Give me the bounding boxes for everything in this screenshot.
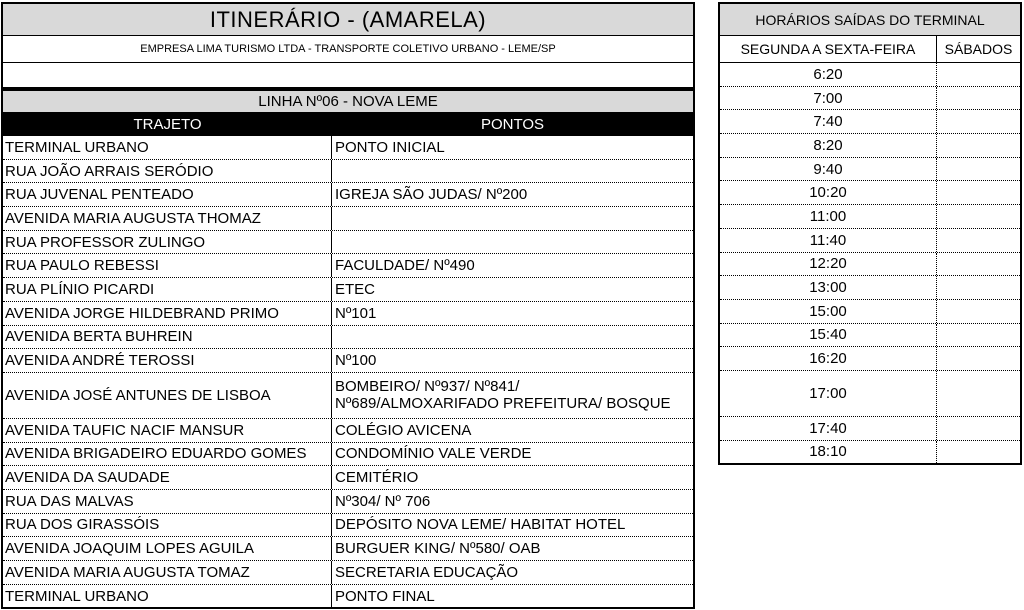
schedule-row [720, 253, 1020, 277]
schedule-row [720, 63, 1020, 87]
saturday-time [937, 253, 1020, 276]
column-header-weekdays: SEGUNDA A SEXTA-FEIRA [720, 36, 937, 62]
weekday-time: 7:40 [720, 110, 937, 133]
pontos-cell [332, 585, 693, 608]
trajeto-cell: RUA DAS MALVAS [3, 490, 332, 513]
saturday-time [937, 110, 1020, 133]
table-row [3, 537, 693, 561]
pontos-cell [332, 537, 693, 560]
pontos-line: BOMBEIRO/ Nº937/ Nº841/ [335, 378, 520, 396]
table-row [3, 466, 693, 490]
saturday-time [937, 324, 1020, 347]
schedule-row [720, 158, 1020, 182]
table-row [3, 231, 693, 255]
table-row [3, 349, 693, 373]
saturday-time [937, 134, 1020, 157]
pontos-line: Nº689/ALMOXARIFADO PREFEITURA/ BOSQUE [335, 395, 671, 413]
weekday-time: 10:20 [720, 181, 937, 204]
pontos-line: COLÉGIO AVICENA [335, 421, 472, 439]
pontos-cell [332, 514, 693, 537]
column-header-trajeto: TRAJETO [133, 116, 202, 133]
pontos-cell [332, 373, 693, 418]
schedule-row [720, 324, 1020, 348]
pontos-cell [332, 443, 693, 466]
table-row [3, 183, 693, 207]
pontos-cell [332, 278, 693, 301]
pontos-line: ETEC [335, 280, 376, 298]
blank-row [1, 63, 695, 89]
table-row [3, 561, 693, 585]
pontos-line: FACULDADE/ Nº490 [335, 257, 475, 275]
saturday-time [937, 229, 1020, 252]
pontos-line: Nº100 [335, 352, 377, 370]
pontos-line: CONDOMÍNIO VALE VERDE [335, 445, 532, 463]
trajeto-cell: AVENIDA JOAQUIM LOPES AGUILA [3, 537, 332, 560]
weekday-time: 11:40 [720, 229, 937, 252]
pontos-line: DEPÓSITO NOVA LEME/ HABITAT HOTEL [335, 516, 626, 534]
saturday-time [937, 441, 1020, 464]
trajeto-cell: RUA PROFESSOR ZULINGO [3, 231, 332, 254]
schedule-row [720, 110, 1020, 134]
saturday-time [937, 347, 1020, 370]
schedule-row [720, 417, 1020, 441]
schedule-rows [718, 63, 1022, 465]
trajeto-cell: AVENIDA DA SAUDADE [3, 466, 332, 489]
company-name: EMPRESA LIMA TURISMO LTDA - TRANSPORTE COLETIVO URBANO - LEME/SP [1, 36, 695, 63]
pontos-line: Nº304/ Nº 706 [335, 492, 431, 510]
pontos-line: Nº101 [335, 304, 377, 322]
trajeto-cell: RUA JOÃO ARRAIS SERÓDIO [3, 160, 332, 183]
table-row [3, 278, 693, 302]
table-row [3, 207, 693, 231]
saturday-time [937, 417, 1020, 440]
pontos-cell [332, 207, 693, 230]
table-row [3, 136, 693, 160]
trajeto-cell: AVENIDA TAUFIC NACIF MANSUR [3, 419, 332, 442]
table-row [3, 373, 693, 419]
pontos-line: IGREJA SÃO JUDAS/ Nº200 [335, 186, 528, 204]
pontos-cell [332, 561, 693, 584]
weekday-time: 12:20 [720, 253, 937, 276]
itinerary-table [1, 2, 695, 609]
table-row [3, 254, 693, 278]
schedule-row [720, 229, 1020, 253]
saturday-time [937, 158, 1020, 181]
weekday-time: 13:00 [720, 276, 937, 299]
schedule-row [720, 181, 1020, 205]
table-row [3, 514, 693, 538]
schedule-row [720, 87, 1020, 111]
weekday-time: 15:00 [720, 300, 937, 323]
trajeto-cell: RUA PAULO REBESSI [3, 254, 332, 277]
schedule-row [720, 371, 1020, 417]
pontos-cell [332, 136, 693, 159]
trajeto-cell: AVENIDA BERTA BUHREIN [3, 326, 332, 349]
trajeto-cell: RUA DOS GIRASSÓIS [3, 514, 332, 537]
column-header-saturdays: SÁBADOS [944, 41, 1013, 57]
pontos-cell [332, 466, 693, 489]
saturday-time [937, 205, 1020, 228]
schedule-row [720, 276, 1020, 300]
trajeto-cell: AVENIDA JOSÉ ANTUNES DE LISBOA [3, 373, 332, 418]
pontos-cell [332, 160, 693, 183]
trajeto-cell: AVENIDA MARIA AUGUSTA THOMAZ [3, 207, 332, 230]
trajeto-cell: RUA PLÍNIO PICARDI [3, 278, 332, 301]
saturday-time [937, 300, 1020, 323]
weekday-time: 8:20 [720, 134, 937, 157]
itinerary-rows [1, 136, 695, 609]
weekday-time: 18:10 [720, 441, 937, 464]
pontos-cell [332, 349, 693, 372]
schedule-title: HORÁRIOS SAÍDAS DO TERMINAL [718, 2, 1022, 36]
saturday-time [937, 63, 1020, 86]
saturday-time [937, 181, 1020, 204]
weekday-time: 15:40 [720, 324, 937, 347]
table-row [3, 443, 693, 467]
trajeto-cell: TERMINAL URBANO [3, 585, 332, 608]
trajeto-cell: TERMINAL URBANO [3, 136, 332, 159]
schedule-column-headers [718, 36, 1022, 63]
trajeto-cell: AVENIDA ANDRÉ TEROSSI [3, 349, 332, 372]
saturday-time [937, 276, 1020, 299]
saturday-time [937, 371, 1020, 416]
pontos-line: CEMITÉRIO [335, 469, 419, 487]
trajeto-cell: AVENIDA JORGE HILDEBRAND PRIMO [3, 302, 332, 325]
table-row [3, 585, 693, 608]
pontos-line: SECRETARIA EDUCAÇÃO [335, 563, 519, 581]
pontos-line: PONTO INICIAL [335, 138, 445, 156]
table-row [3, 490, 693, 514]
itinerary-title: ITINERÁRIO - (AMARELA) [1, 2, 695, 36]
weekday-time: 7:00 [720, 87, 937, 110]
pontos-cell [332, 326, 693, 349]
schedule-row [720, 300, 1020, 324]
weekday-time: 11:00 [720, 205, 937, 228]
weekday-time: 9:40 [720, 158, 937, 181]
line-name: LINHA Nº06 - NOVA LEME [1, 89, 695, 113]
pontos-cell [332, 183, 693, 206]
weekday-time: 16:20 [720, 347, 937, 370]
schedule-row [720, 134, 1020, 158]
pontos-cell [332, 254, 693, 277]
weekday-time: 6:20 [720, 63, 937, 86]
schedule-table [718, 2, 1022, 465]
pontos-cell [332, 302, 693, 325]
schedule-row [720, 205, 1020, 229]
table-row [3, 326, 693, 350]
pontos-cell [332, 231, 693, 254]
table-row [3, 419, 693, 443]
itinerary-column-headers [1, 113, 695, 136]
pontos-cell [332, 419, 693, 442]
table-row [3, 302, 693, 326]
pontos-line: BURGUER KING/ Nº580/ OAB [335, 540, 541, 558]
schedule-row [720, 441, 1020, 464]
trajeto-cell: RUA JUVENAL PENTEADO [3, 183, 332, 206]
schedule-row [720, 347, 1020, 371]
weekday-time: 17:00 [720, 371, 937, 416]
table-row [3, 160, 693, 184]
weekday-time: 17:40 [720, 417, 937, 440]
trajeto-cell: AVENIDA MARIA AUGUSTA TOMAZ [3, 561, 332, 584]
saturday-time [937, 87, 1020, 110]
pontos-line: PONTO FINAL [335, 587, 435, 605]
trajeto-cell: AVENIDA BRIGADEIRO EDUARDO GOMES [3, 443, 332, 466]
column-header-pontos: PONTOS [480, 116, 545, 133]
pontos-cell [332, 490, 693, 513]
